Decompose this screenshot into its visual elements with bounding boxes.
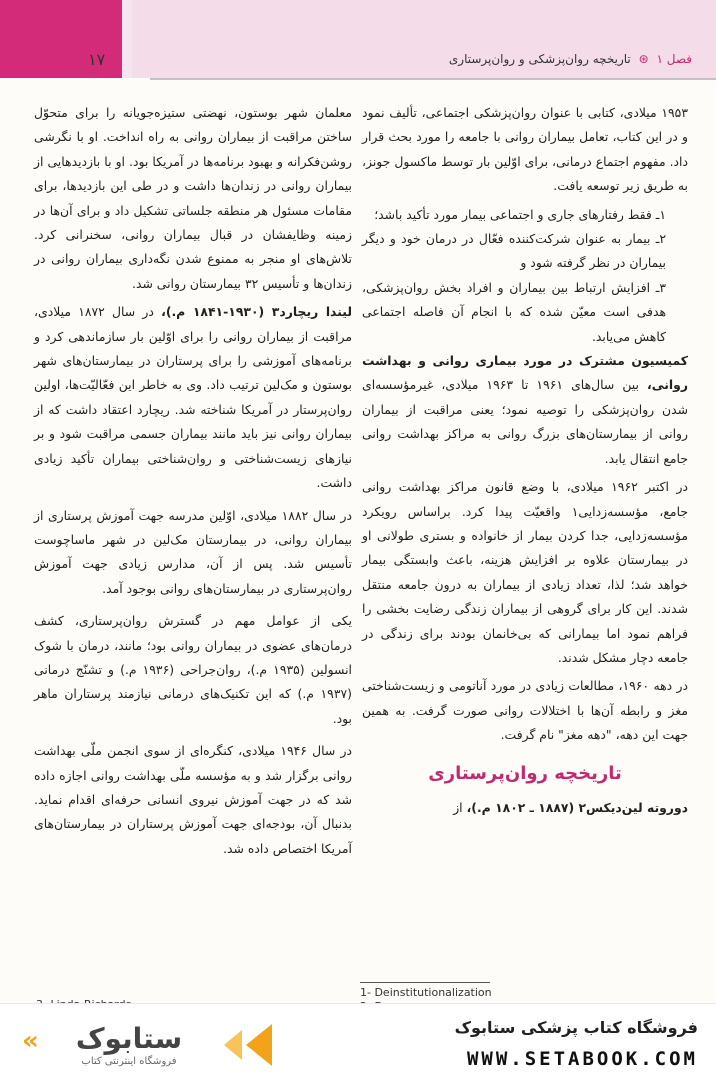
paragraph: در اکتبر ۱۹۶۲ میلادی، با وضع قانون مراکز بهداشت روانی جامع، مؤسسه‌زدایی۱ واقعیّت پیدا کرد. براساس رویکرد مؤسسه‌زدایی، جدا کردن بیمار از خانواده و بستری طولانی او در بیمارستان علاوه بر افزایش هزینه، باعث وابستگی بیمار خواهد شد؛ لذا، تعداد زیادی از بیماران به درون جامعه منتقل شدند. این کار برای گروهی از بیماران زندگی رضایت بخشی را فراهم نمود اما بیمارانی که بی‌خانمان بودند برای زندگی در جامعه دچار مشکل شدند.	[362, 479, 689, 665]
paragraph	[34, 300, 352, 495]
paragraph: در سال ۱۹۴۶ میلادی، کنگره‌ای از سوی انجمن ملّی بهداشت روانی برگزار شد و به مؤسسه ملّی بهداشت روانی اجازه داده شد که در جهت آموزش نیروی انسانی حرفه‌ای اقدام نماید. بدنبال آن، بودجه‌ای جهت آموزش پرستاران در بیمارستان‌های آمریکا اختصاص داده شد.	[34, 743, 352, 856]
section-title: تاریخچه روان‌پرستاری	[428, 762, 622, 784]
header-rule	[150, 78, 716, 80]
chapter-label: فصل ۱	[656, 52, 692, 66]
chapter-heading	[132, 52, 692, 66]
paragraph: در سال ۱۸۸۲ میلادی، اوّلین مدرسه جهت آموزش پرستاری از بیماران روانی، در بیمارستان مک‌لین در شهر ماساچوست تأسیس شد. پس از آن، مدارس زیادی جهت آموزش روان‌پرستاری در بیمارستان‌های روانی بوجود آمد.	[34, 507, 352, 596]
paragraph	[362, 796, 688, 820]
footnote-rule	[360, 982, 490, 983]
logo-shape	[224, 1030, 242, 1060]
logo-brand: ستابوک	[75, 1022, 183, 1055]
footnote: 1- Deinstitutionalization	[360, 986, 492, 999]
paragraph: در دهه ۱۹۶۰، مطالعات زیادی در مورد آناتومی و زیست‌شناختی مغز و رابطه آن‌ها با اختلالات روانی صورت گرفت. به همین جهت این دهه، "دهه مغز" نام گرفت.	[362, 678, 689, 743]
logo-tagline: فروشگاه اینترنتی کتاب	[81, 1056, 177, 1067]
bold-term: لیندا ریچارد۳ (۱۹۳۰-۱۸۴۱ م.)،	[161, 304, 352, 320]
logo-shape	[246, 1024, 272, 1066]
store-banner	[0, 1003, 716, 1081]
paragraph: ۱۹۵۳ میلادی، کتابی با عنوان روان‌پزشکی اجتماعی، تألیف نمود و در این کتاب، تعامل بیماران روانی با جامعه را مورد بحث قرار داد. مفهوم اجتماع درمانی، برای اوّلین بار توسط ماکسول جونز، به طریق زیر توسعه یافت.	[362, 105, 688, 194]
shop-name: فروشگاه کتاب پزشکی ستابوک	[454, 1018, 698, 1037]
chevron-logo-icon: «	[22, 1026, 39, 1056]
bold-term: کمیسیون مشترک در مورد بیماری روانی و بهداشت روانی،	[362, 353, 688, 393]
store-logo[interactable]	[14, 1020, 269, 1070]
page-number: ۱۷	[88, 50, 106, 69]
shop-url-link[interactable]: WWW.SETABOOK.COM	[466, 1048, 698, 1070]
circle-star-icon: ⊛	[638, 52, 649, 66]
chapter-title: تاریخچه روان‌پزشکی و روان‌پرستاری	[448, 52, 631, 66]
list-item: ۳ـ افزایش ارتباط بین بیماران و افراد بخش روان‌پزشکی، هدفی است معیّن شده که با انجام آن فاصله اجتماعی کاهش می‌یابد.	[362, 279, 666, 344]
header-stripe	[122, 0, 132, 78]
therapy-list	[362, 203, 688, 349]
bold-term: دوروته لین‌دیکس۲ (۱۸۸۷ ـ ۱۸۰۲ م.)،	[466, 799, 688, 815]
paragraph	[362, 349, 688, 471]
paragraph: یکی از عوامل مهم در گسترش روان‌پرستاری، کشف درمان‌های عضوی در بیماران روانی بود؛ مانند، درمان با شوک انسولین (۱۹۳۵ م.)، روان‌جراحی (۱۹۳۶ م.) و تشنّج درمانی (۱۹۳۷ م.) که این تکنیک‌های درمانی نیازمند پرستاران ماهر بود.	[34, 613, 352, 726]
list-item: ۱ـ فقط رفتارهای جاری و اجتماعی بیمار مورد تأکید باشد؛	[374, 206, 666, 222]
paragraph-text: در سال ۱۸۷۲ میلادی، مراقبت از بیماران روانی را برای اوّلین بار سازماندهی کرد و برنامه‌های آموزشی را برای پرستاران در بیمارستان‌های شهر بوستون و مک‌لین ترتیب داد. وی به خاطر این فعّالیّت‌ها، اولین روان‌پرستار در آمریکا شناخته شد. ریچارد اعتقاد داشت که از بیماران روانی نیز باید مانند بیماران جسمی مراقبت شود و بر نیازهای زیست‌شناختی و روان‌شناختی بیماران تأکید زیادی داشت.	[34, 304, 352, 491]
paragraph: معلمان شهر بوستون، نهضتی ستیزه‌جویانه را برای متحوّل ساختن مراقبت از بیماران روانی به راه انداخت. او با نگرشی روشن‌فکرانه و بهبود برنامه‌ها در آمریکا بود. او با بازدیدهایی از بیماران روانی در زندان‌ها داشت و در طی این بازدیدها، برای مقامات مسئول هر منطقه جلساتی تشکیل داد و برای آن‌ها در زمینه وظایفشان در قبال بیماران روانی، سخنرانی کرد. تلاش‌های او منجر به ممنوع شدن نگه‌داری بیماران روانی در زندان‌ها و تأسیس ۳۲ بیمارستان روانی شد.	[34, 105, 352, 291]
right-column	[362, 101, 688, 824]
list-item: ۲ـ بیمار به عنوان شرکت‌کننده فعّال در درمان خود و دیگر بیماران در نظر گرفته شود و	[362, 231, 666, 271]
left-column	[34, 101, 352, 865]
paragraph-text: از	[453, 799, 467, 815]
paragraph-text: بین سال‌های ۱۹۶۱ تا ۱۹۶۳ میلادی، غیرمؤسسه‌ای شدن روان‌پزشکی را توصیه نمود؛ یعنی مراقبت از بیماران روانی از بیمارستان‌های بزرگ روانی به مراکز بهداشت روانی جامع انتقال یابد.	[362, 377, 688, 466]
